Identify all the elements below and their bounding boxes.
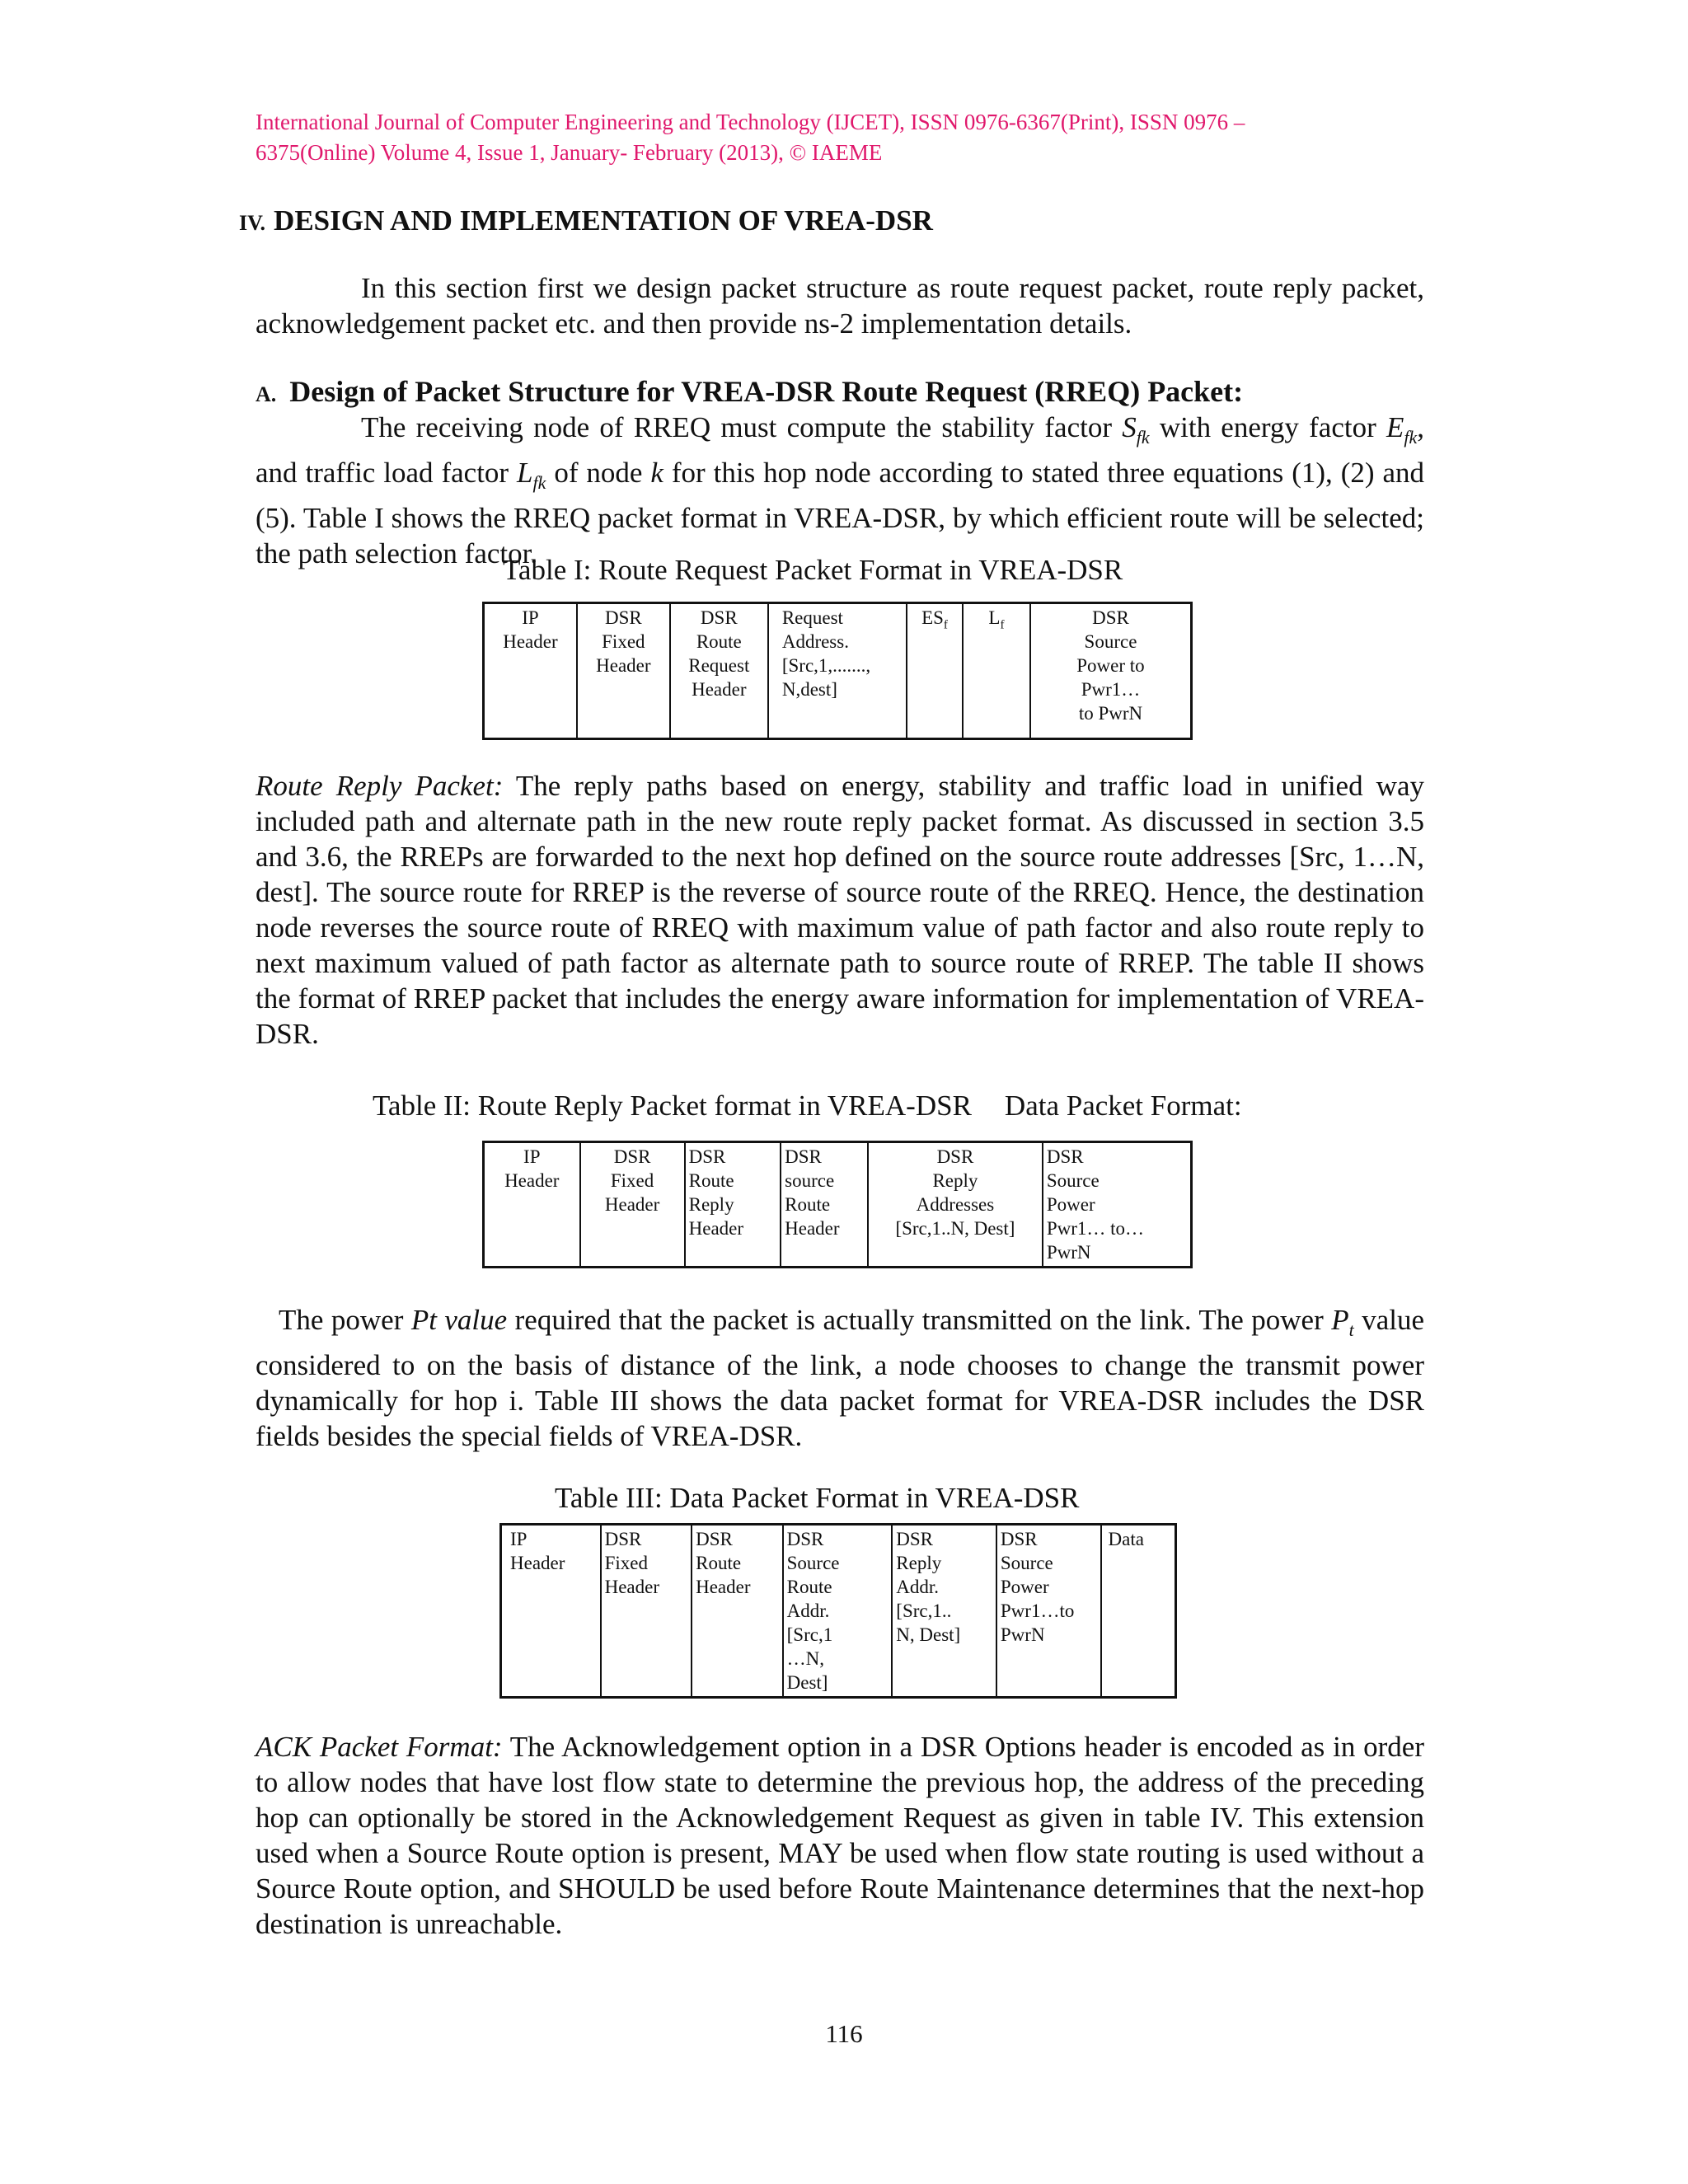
route-reply-paragraph [256, 768, 1424, 1052]
text-run: required that the packet is actually transmitted on the link. The power [507, 1304, 1332, 1336]
table1-caption: Table I: Route Request Packet Format in VREA-DSR [503, 554, 1123, 586]
rreq-paragraph [256, 410, 1424, 571]
text-run: of node [546, 457, 651, 489]
section-heading [239, 204, 933, 237]
l-sub: f [1000, 618, 1005, 632]
text-run: value considered to on the basis of distance of the link, a node chooses to change the transmit power dynamically for hop i. Table III shows the data packet format for VREA-DSR includes the DSR fields besides the special fields of VREA-DSR. [256, 1304, 1424, 1452]
power-paragraph [256, 1302, 1424, 1454]
l-label: L [988, 607, 1001, 628]
table3 [499, 1523, 1177, 1699]
table1-cell: DSR Fixed Header [577, 603, 670, 739]
table1-cell-l [963, 603, 1030, 739]
table3-cell: Data [1101, 1525, 1176, 1698]
symbol-p: P [1331, 1304, 1349, 1336]
text-run: for this hop node according to stated three equations (1), (2) and (5). Table I shows the RREQ packet format in VREA-DSR, by which efficient route will be selected; the path selection factor. [256, 457, 1424, 569]
table1-cell: DSR Route Request Header [670, 603, 768, 739]
table2-cell: DSR Source Power Pwr1… to… PwrN [1043, 1142, 1192, 1268]
table3-cell: DSR Source Power Pwr1…to PwrN [996, 1525, 1101, 1698]
subsection-number: A. [256, 382, 277, 406]
section-intro: In this section first we design packet structure as route request packet, route reply packet, acknowledgement packet etc. and then provide ns-2 implementation details. [256, 272, 1424, 340]
page-number: 116 [825, 2019, 863, 2048]
symbol-e: E [1386, 411, 1404, 443]
journal-header-line1: International Journal of Computer Engineering and Technology (IJCET), ISSN 0976-6367(Print), ISSN 0976 – [256, 110, 1245, 134]
symbol-s: S [1122, 411, 1137, 443]
ack-paragraph [256, 1729, 1424, 1942]
table3-cell: DSR Route Header [692, 1525, 783, 1698]
text-run: The receiving node of RREQ must compute the stability factor [361, 411, 1123, 443]
symbol-sub: fk [1136, 427, 1150, 448]
es-label: ES [921, 607, 944, 628]
table1-cell-es [907, 603, 963, 739]
section-number: IV. [239, 211, 266, 235]
table3-cell: DSR Source Route Addr. [Src,1 …N, Dest] [783, 1525, 893, 1698]
subsection-heading [256, 374, 1243, 409]
table3-cell: DSR Fixed Header [601, 1525, 692, 1698]
route-reply-text: The reply paths based on energy, stability and traffic load in unified way included path and alternate path in the new route reply packet format. As discussed in section 3.5 and 3.6, the RREPs are forwarded to the next hop defined on the source route addresses [Src, 1…N, dest]. The source route for RREP is the reverse of source route of the RREQ. Hence, the destination node reverses the source route of RREQ with maximum value of path factor and also route reply to next maximum valued of path factor as alternate path to source route of RREP. The table II shows the format of RREP packet that includes the energy aware information for implementation of VREA-DSR. [256, 770, 1424, 1050]
es-sub: f [943, 618, 948, 632]
symbol-sub: t [1348, 1319, 1354, 1340]
symbol-k: k [650, 457, 663, 489]
subsection-title: Design of Packet Structure for VREA-DSR Route Request (RREQ) Packet: [289, 375, 1244, 408]
pt-value-term: Pt value [410, 1304, 508, 1336]
ack-text: The Acknowledgement option in a DSR Options header is encoded as in order to allow nodes that have lost flow state to determine the previous hop, the address of the preceding hop can optionally be stored in the Acknowledgement Request as given in table IV. This extension used when a Source Route option is present, MAY be used when flow state routing is used without a Source Route option, and SHOULD be used before Route Maintenance determines that the next-hop destination is unreachable. [256, 1731, 1424, 1940]
text-run: , and traffic load factor [256, 411, 1424, 489]
table1-cell: IP Header [484, 603, 577, 739]
table3-caption: Table III: Data Packet Format in VREA-DSR [555, 1482, 1080, 1514]
route-reply-label: Route Reply Packet: [256, 770, 504, 802]
table2-caption: Table II: Route Reply Packet format in VREA-DSR [373, 1090, 972, 1122]
table3-cell: IP Header [501, 1525, 601, 1698]
symbol-sub: fk [532, 472, 546, 493]
table2-cell: IP Header [484, 1142, 580, 1268]
table1-cell: Request Address. [Src,1,......., N,dest] [768, 603, 907, 739]
table1 [482, 602, 1193, 740]
journal-header-line2: 6375(Online) Volume 4, Issue 1, January- February (2013), © IAEME [256, 140, 883, 165]
symbol-sub: fk [1404, 427, 1418, 448]
ack-label: ACK Packet Format: [256, 1731, 503, 1763]
table2-caption-extra: Data Packet Format: [1004, 1090, 1242, 1122]
section-title: DESIGN AND IMPLEMENTATION OF VREA-DSR [274, 204, 933, 237]
symbol-l: L [517, 457, 533, 489]
table1-cell: DSR Source Power to Pwr1… to PwrN [1030, 603, 1192, 739]
table2 [482, 1141, 1193, 1268]
table3-cell: DSR Reply Addr. [Src,1.. N, Dest] [892, 1525, 996, 1698]
table2-cell: DSR Reply Addresses [Src,1..N, Dest] [868, 1142, 1043, 1268]
table2-cell: DSR Fixed Header [580, 1142, 685, 1268]
text-run: The power [279, 1304, 411, 1336]
table2-cell: DSR source Route Header [781, 1142, 868, 1268]
table2-cell: DSR Route Reply Header [685, 1142, 781, 1268]
text-run: with energy factor [1149, 411, 1386, 443]
table2-caption-group [373, 1090, 1242, 1122]
